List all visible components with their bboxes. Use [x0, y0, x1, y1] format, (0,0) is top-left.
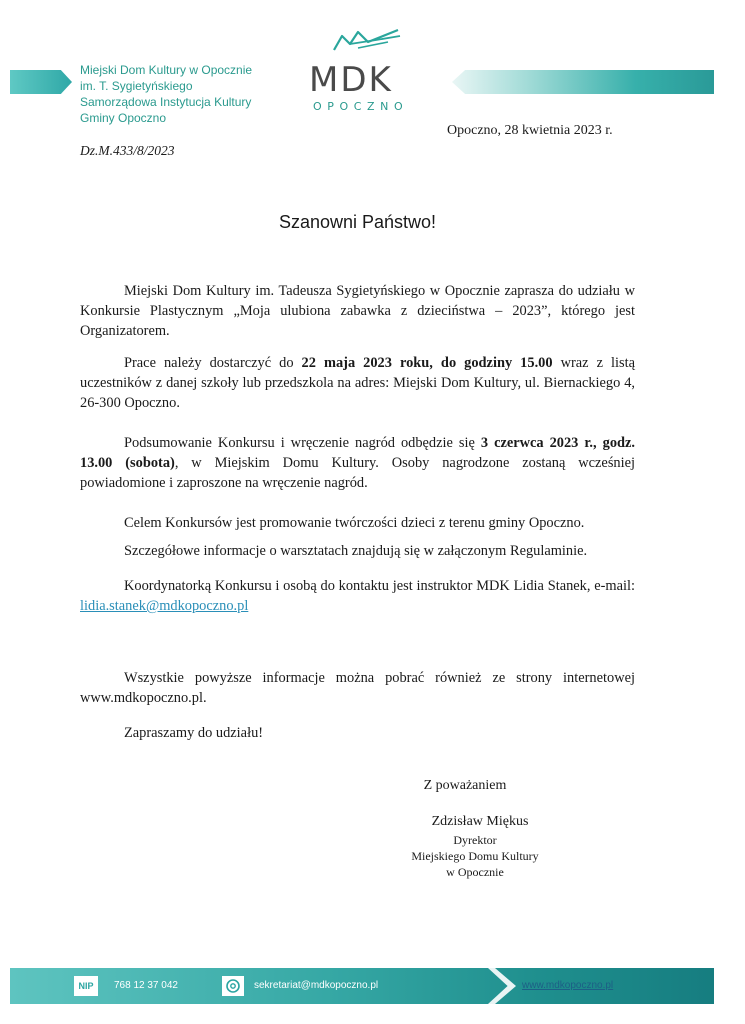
deadline-text-a: Prace należy dostarczyć do [124, 355, 302, 371]
footer-phone: 768 12 37 042 [114, 980, 178, 991]
signature-place: w Opocznie [446, 865, 504, 879]
org-line-1: Miejski Dom Kultury w Opocznie [80, 63, 253, 77]
header-right-band [452, 70, 714, 94]
org-line-3: Samorządowa Instytucja Kultury [80, 95, 252, 109]
pegasus-logo-icon [328, 26, 404, 56]
greeting-heading: Szanowni Państwo! [278, 212, 437, 232]
organization-block [80, 62, 252, 126]
ceremony-text-a: Podsumowanie Konkursu i wręczenie nagród odbędzie się [124, 435, 481, 451]
paragraph-website-info: Wszystkie powyższe informacje można pobrać również ze strony internetowej www.mdkopoczno.pl. [80, 670, 635, 706]
logo-mdk-text: MDK [309, 60, 393, 100]
letter-date: Opoczno, 28 kwietnia 2023 r. [447, 123, 613, 138]
header-left-band [10, 70, 72, 94]
paragraph-invitation: Miejski Dom Kultury im. Tadeusza Sygietyńskiego w Opocznie zaprasza do udziału w Konkursie Plastycznym „Moja ulubiona zabawka z dzieciństwa – 2023”, którego jest Organizatorem. [80, 283, 635, 339]
footer-bar [10, 968, 714, 1004]
mail-icon [222, 976, 244, 996]
paragraph-goal: Celem Konkursów jest promowanie twórczości dzieci z terenu gminy Opoczno. [124, 515, 585, 531]
contact-text: Koordynatorką Konkursu i osobą do kontaktu jest instruktor MDK Lidia Stanek, e-mail: [124, 578, 635, 594]
footer-website-link[interactable]: www.mdkopoczno.pl [522, 980, 614, 991]
deadline-date: 22 maja 2023 roku, do godziny 15.00 [301, 355, 553, 371]
ceremony-text-b: , w Miejskim Domu Kultury. Osoby nagrodzone zostaną wcześniej powiadomione i zaproszone na wręczenie nagród. [80, 455, 635, 491]
paragraph-closing-invite: Zapraszamy do udziału! [124, 725, 264, 741]
signature-closing: Z poważaniem [423, 778, 507, 793]
paragraph-contact [80, 576, 635, 616]
org-line-2: im. T. Sygietyńskiego [80, 79, 193, 93]
signature-institution: Miejskiego Domu Kultury [411, 849, 539, 863]
signature-role: Dyrektor [453, 833, 497, 847]
footer-chevron [488, 968, 516, 1004]
deadline-text-b: wraz z listą uczestników z danej szkoły lub przedszkola na adres: Miejski Dom Kultury, ul. Biernackiego 4, 26-300 Opoczno. [80, 355, 635, 411]
paragraph-regulations: Szczegółowe informacje o warsztatach znajdują się w załączonym Regulaminie. [124, 543, 588, 559]
nip-badge: NIP [74, 976, 98, 996]
reference-number: Dz.M.433/8/2023 [80, 143, 175, 158]
signature-name: Zdzisław Miękus [431, 814, 529, 829]
logo-city-text: OPOCZNO [313, 100, 409, 113]
paragraph-ceremony [80, 433, 635, 493]
coordinator-email-link[interactable]: lidia.stanek@mdkopoczno.pl [80, 598, 249, 614]
paragraph-deadline [80, 353, 635, 413]
footer-email[interactable]: sekretariat@mdkopoczno.pl [254, 980, 379, 991]
ceremony-date: 3 czerwca 2023 r., godz. 13.00 (sobota) [80, 435, 635, 471]
org-line-4: Gminy Opoczno [80, 111, 167, 125]
